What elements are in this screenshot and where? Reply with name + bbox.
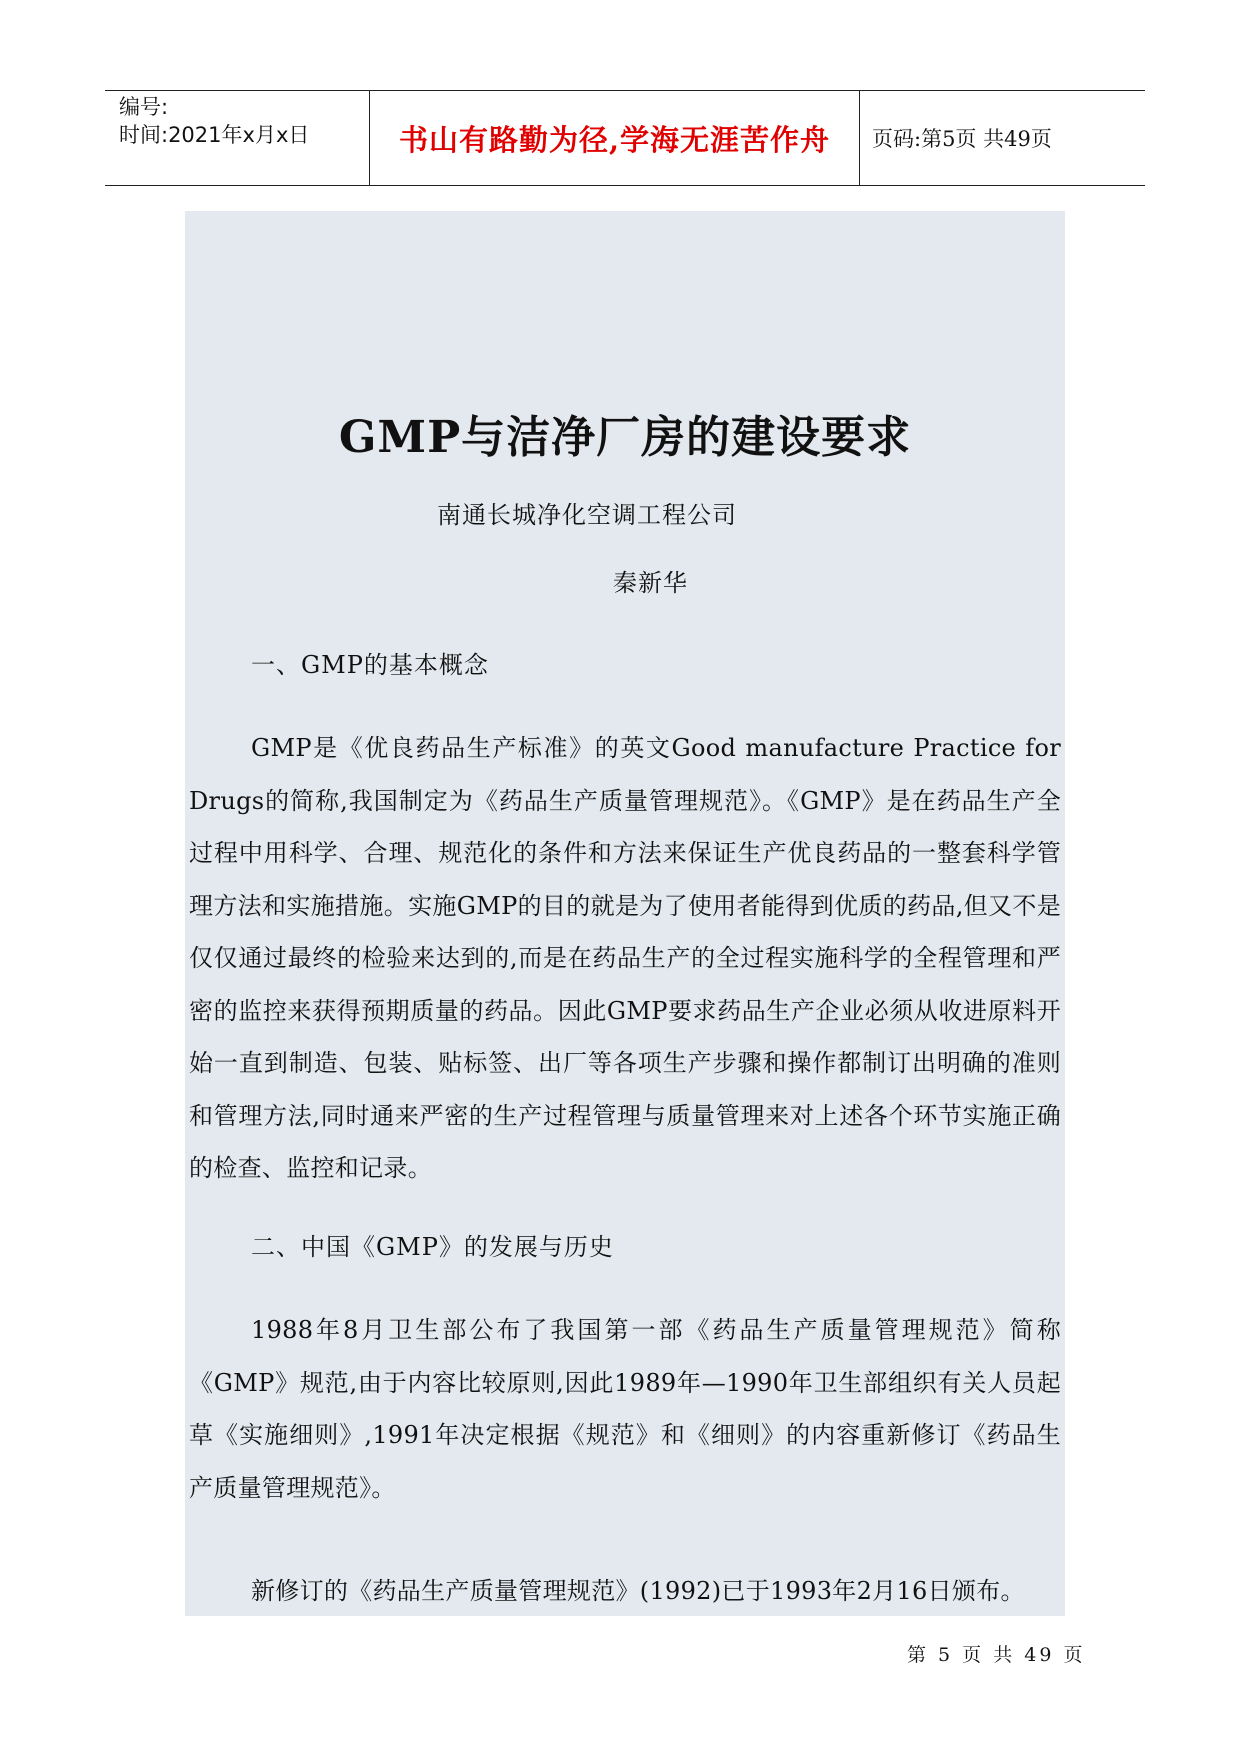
page-header bbox=[105, 90, 1145, 186]
header-motto: 书山有路勤为径,学海无涯苦作舟 bbox=[370, 91, 860, 185]
author: 秦新华 bbox=[613, 569, 688, 597]
code-label: 编号: bbox=[119, 95, 169, 119]
section2-paragraph1: 1988年8月卫生部公布了我国第一部《药品生产质量管理规范》简称《GMP》规范,由于内容比较原则,因此1989年—1990年卫生部组织有关人员起草《实施细则》,1991年决定根据《规范》和《细则》的内容重新修订《药品生产质量管理规范》。 bbox=[189, 1316, 1061, 1502]
section1-heading: 一、GMP的基本概念 bbox=[251, 651, 489, 679]
header-page-label: 页码:第5页 共49页 bbox=[872, 127, 1052, 151]
time-label: 时间:2021年x月x日 bbox=[119, 123, 310, 147]
header-info-cell bbox=[105, 91, 370, 185]
section2-paragraph2: 新修订的《药品生产质量管理规范》(1992)已于1993年2月16日颁布。 bbox=[251, 1577, 1025, 1605]
document-title: GMP与洁净厂房的建设要求 bbox=[338, 412, 912, 463]
page-footer: 第 5 页 共 49 页 bbox=[907, 1644, 1086, 1666]
document-body bbox=[185, 211, 1065, 1616]
section2-heading: 二、中国《GMP》的发展与历史 bbox=[251, 1233, 614, 1261]
section1-paragraph: GMP是《优良药品生产标准》的英文Good manufacture Practice for Drugs的简称,我国制定为《药品生产质量管理规范》。《GMP》是在药品生产全过程中用科学、合理、规范化的条件和方法来保证生产优良药品的一整套科学管理方法和实施措施。实施GMP的目的就是为了使用者能得到优质的药品,但又不是仅仅通过最终的检验来达到的,而是在药品生产的全过程实施科学的全程管理和严密的监控来获得预期质量的药品。因此GMP要求药品生产企业必须从收进原料开始一直到制造、包装、贴标签、出厂等各项生产步骤和操作都制订出明确的准则和管理方法,同时通来严密的生产过程管理与质量管理来对上述各个环节实施正确的检查、监控和记录。 bbox=[189, 734, 1061, 1182]
organization: 南通长城净化空调工程公司 bbox=[437, 501, 737, 529]
